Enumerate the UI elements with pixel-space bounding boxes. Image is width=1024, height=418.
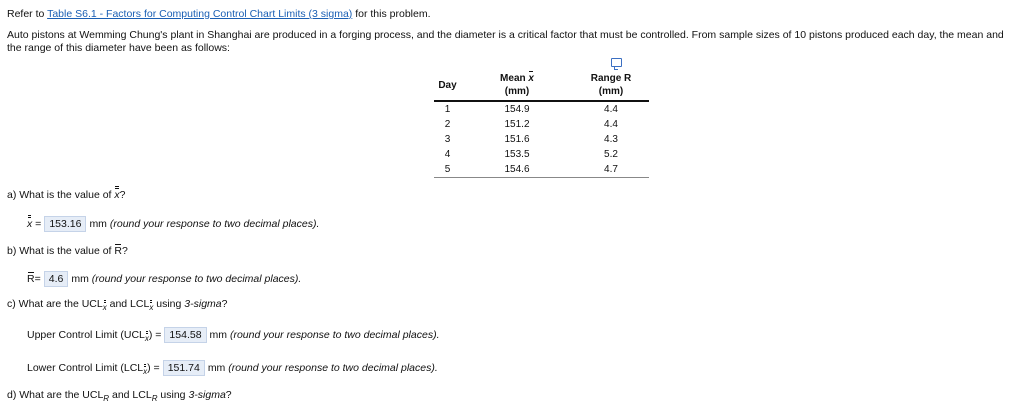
question-a: a) What is the value of x? xyxy=(7,189,126,201)
answer-a-hint: (round your response to two decimal places). xyxy=(109,218,320,230)
x-bar-symbol: x xyxy=(528,73,534,84)
answer-b-value[interactable]: 4.6 xyxy=(44,271,69,287)
ucl-value[interactable]: 154.58 xyxy=(164,327,206,343)
x-double-bar-symbol: x xyxy=(27,218,33,230)
refer-suffix: for this problem. xyxy=(355,8,431,20)
copy-data-icon[interactable] xyxy=(611,58,622,67)
table-row: 5 154.6 4.7 xyxy=(434,162,649,178)
data-table xyxy=(434,70,649,178)
question-b: b) What is the value of R? xyxy=(7,245,128,257)
answer-a: x = 153.16 mm (round your response to two decimal places). xyxy=(27,218,320,230)
answer-lcl: Lower Control Limit $(LCL_x) = 151.74$ mm (round your response to two decimal places). xyxy=(27,362,438,376)
header-range: Range R (mm) xyxy=(573,70,649,101)
answer-b: R= 4.6 mm (round your response to two decimal places). xyxy=(27,273,302,285)
problem-intro: Auto pistons at Wemming Chung's plant in Shanghai are produced in a forging process, and the diameter is a critical factor that must be controlled. From sample sizes of 10 pistons produced each day, the mean and the range of this diameter have been as follows: xyxy=(7,29,1004,54)
question-c: c) What are the $UCL_x$ and $LCL_x$ using 3-sigma? xyxy=(7,298,228,312)
table-header-row xyxy=(434,70,649,101)
r-bar-symbol: R xyxy=(114,245,122,257)
question-d: d) What are the $UCL_R$ and $LCL_R$ using 3-sigma? xyxy=(7,389,232,403)
answer-ucl: Upper Control Limit $(UCL_x) = 154.58$ mm (round your response to two decimal places). xyxy=(27,329,440,343)
table-row: 3 151.6 4.3 xyxy=(444,134,618,145)
refer-line xyxy=(7,8,431,20)
answer-b-hint: (round your response to two decimal places). xyxy=(91,273,302,285)
table-row: 1 154.9 4.4 xyxy=(444,104,618,115)
refer-prefix: Refer to xyxy=(7,8,45,20)
table-row: 4 153.5 5.2 xyxy=(444,149,618,160)
factors-table-link[interactable]: Table S6.1 - Factors for Computing Control Chart Limits (3 sigma) xyxy=(47,8,353,20)
x-double-bar-symbol: x xyxy=(114,189,120,201)
header-mean: Mean x (mm) xyxy=(461,70,573,101)
table-row: 2 151.2 4.4 xyxy=(444,119,618,130)
header-day: Day xyxy=(434,70,461,101)
lcl-value[interactable]: 151.74 xyxy=(163,360,205,376)
data-table-container xyxy=(434,70,649,178)
r-bar-symbol: R xyxy=(27,273,35,285)
answer-a-value[interactable]: 153.16 xyxy=(44,216,86,232)
